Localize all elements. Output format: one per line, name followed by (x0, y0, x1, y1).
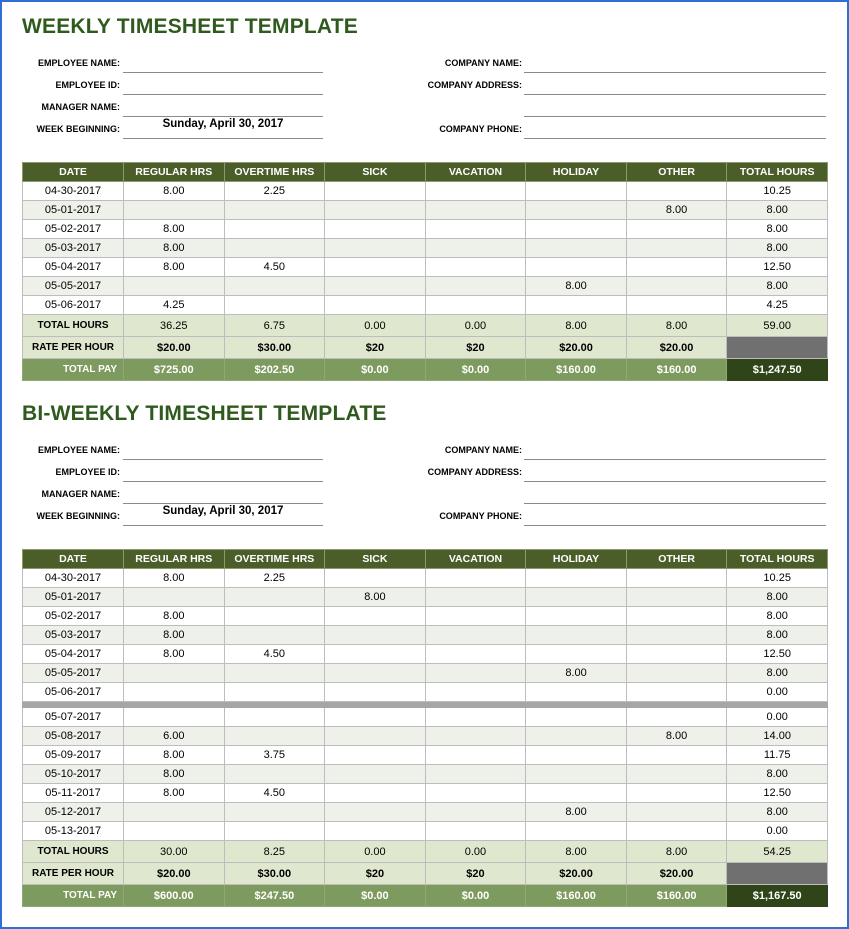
hours-cell[interactable]: 4.50 (224, 784, 325, 803)
hours-cell[interactable] (425, 588, 526, 607)
summary-cell: $160.00 (626, 359, 727, 381)
row-total-cell: 8.00 (727, 765, 828, 784)
hours-cell[interactable] (425, 727, 526, 746)
date-cell[interactable]: 05-10-2017 (23, 765, 124, 784)
summary-cell: $725.00 (124, 359, 225, 381)
hours-cell[interactable] (626, 277, 727, 296)
company-phone-field[interactable] (524, 116, 826, 139)
summary-label: TOTAL HOURS (23, 315, 124, 337)
employee-id-label: EMPLOYEE ID: (55, 467, 120, 477)
date-cell[interactable]: 05-05-2017 (23, 664, 124, 683)
hours-cell[interactable]: 8.00 (124, 784, 225, 803)
total-hours-row (23, 841, 828, 863)
row-total-cell: 12.50 (727, 784, 828, 803)
summary-cell: 59.00 (727, 315, 828, 337)
company-name-field[interactable] (524, 437, 826, 460)
hours-cell[interactable] (224, 201, 325, 220)
hours-cell[interactable] (526, 784, 627, 803)
company-address-field[interactable] (524, 72, 826, 95)
hours-cell[interactable] (626, 258, 727, 277)
hours-cell[interactable]: 8.00 (124, 607, 225, 626)
hours-cell[interactable]: 8.00 (124, 220, 225, 239)
row-total-cell: 14.00 (727, 727, 828, 746)
total-hours-row (23, 315, 828, 337)
summary-cell[interactable]: $30.00 (224, 863, 325, 885)
row-total-cell: 8.00 (727, 607, 828, 626)
hours-cell[interactable] (425, 626, 526, 645)
hours-cell[interactable] (526, 626, 627, 645)
header-row (23, 163, 828, 182)
date-cell[interactable]: 05-09-2017 (23, 746, 124, 765)
week-beginning-field[interactable]: Sunday, April 30, 2017 (123, 116, 323, 139)
manager-name-label: MANAGER NAME: (41, 489, 120, 499)
table-row (23, 588, 828, 607)
table-row (23, 258, 828, 277)
hours-cell[interactable] (425, 569, 526, 588)
hours-cell[interactable] (526, 822, 627, 841)
summary-cell: $160.00 (626, 885, 727, 907)
hours-cell[interactable] (224, 607, 325, 626)
hours-cell[interactable] (526, 588, 627, 607)
summary-cell: 0.00 (325, 315, 426, 337)
total-pay-row (23, 359, 828, 381)
employee-name-label: EMPLOYEE NAME: (37, 58, 120, 68)
hours-cell[interactable] (124, 277, 225, 296)
biweekly-section (22, 399, 828, 907)
hours-cell[interactable] (626, 645, 727, 664)
row-total-cell: 11.75 (727, 746, 828, 765)
column-header: SICK (325, 550, 426, 569)
hours-cell[interactable] (325, 727, 426, 746)
summary-cell[interactable]: $20 (325, 337, 426, 359)
date-cell[interactable]: 05-12-2017 (23, 803, 124, 822)
hours-cell[interactable] (425, 607, 526, 626)
hours-cell[interactable] (224, 803, 325, 822)
company-name-label: COMPANY NAME: (444, 58, 522, 68)
hours-cell[interactable] (526, 765, 627, 784)
date-cell[interactable]: 05-01-2017 (23, 588, 124, 607)
table-row (23, 239, 828, 258)
table-row (23, 201, 828, 220)
row-total-cell: 8.00 (727, 803, 828, 822)
hours-cell[interactable]: 8.00 (526, 803, 627, 822)
employee-id-field[interactable] (123, 459, 323, 482)
row-total-cell: 8.00 (727, 220, 828, 239)
summary-cell: 8.00 (626, 841, 727, 863)
row-total-cell: 0.00 (727, 822, 828, 841)
hours-cell[interactable] (626, 626, 727, 645)
table-row (23, 626, 828, 645)
hours-cell[interactable] (626, 588, 727, 607)
hours-cell[interactable]: 4.50 (224, 258, 325, 277)
column-header: SICK (325, 163, 426, 182)
summary-cell[interactable]: $20.00 (124, 337, 225, 359)
row-total-cell: 8.00 (727, 277, 828, 296)
company-phone-field[interactable] (524, 503, 826, 526)
row-total-cell: 12.50 (727, 645, 828, 664)
table-row (23, 784, 828, 803)
row-total-cell: 8.00 (727, 588, 828, 607)
hours-cell[interactable] (124, 822, 225, 841)
manager-name-field[interactable] (123, 481, 323, 504)
date-cell[interactable]: 05-13-2017 (23, 822, 124, 841)
company-phone-label: COMPANY PHONE: (439, 511, 522, 521)
summary-cell: $0.00 (325, 359, 426, 381)
biweekly-title: BI-WEEKLY TIMESHEET TEMPLATE (22, 402, 387, 425)
summary-label: TOTAL PAY (23, 359, 124, 381)
date-cell[interactable]: 05-03-2017 (23, 239, 124, 258)
summary-cell: 0.00 (325, 841, 426, 863)
weekly-title: WEEKLY TIMESHEET TEMPLATE (22, 15, 358, 38)
hours-cell[interactable] (425, 239, 526, 258)
summary-cell: $600.00 (124, 885, 225, 907)
summary-cell: 8.00 (526, 841, 627, 863)
hours-cell[interactable]: 4.50 (224, 645, 325, 664)
grand-total-cell: $1,247.50 (727, 359, 828, 381)
biweekly-info (22, 437, 828, 529)
summary-cell: $0.00 (425, 359, 526, 381)
hours-cell[interactable] (224, 626, 325, 645)
hours-cell[interactable] (224, 822, 325, 841)
column-header: HOLIDAY (526, 163, 627, 182)
hours-cell[interactable] (325, 201, 426, 220)
column-header: HOLIDAY (526, 550, 627, 569)
company-name-field[interactable] (524, 50, 826, 73)
summary-cell[interactable]: $20.00 (124, 863, 225, 885)
hours-cell[interactable]: 8.00 (124, 645, 225, 664)
table-row (23, 296, 828, 315)
summary-cell: 8.25 (224, 841, 325, 863)
summary-cell[interactable]: $20 (425, 337, 526, 359)
date-cell[interactable]: 05-11-2017 (23, 784, 124, 803)
hours-cell[interactable] (425, 296, 526, 315)
summary-cell: 36.25 (124, 315, 225, 337)
week-beginning-label: WEEK BEGINNING: (36, 511, 120, 521)
hours-cell[interactable] (526, 239, 627, 258)
company-name-label: COMPANY NAME: (444, 445, 522, 455)
employee-id-label: EMPLOYEE ID: (55, 80, 120, 90)
hours-cell[interactable] (526, 727, 627, 746)
hours-cell[interactable] (526, 201, 627, 220)
summary-cell: 54.25 (727, 841, 828, 863)
hours-cell[interactable] (425, 708, 526, 727)
hours-cell[interactable]: 8.00 (626, 727, 727, 746)
company-address-field-2[interactable] (524, 94, 826, 117)
hours-cell[interactable] (526, 569, 627, 588)
hours-cell[interactable] (425, 201, 526, 220)
table-row (23, 277, 828, 296)
row-total-cell: 4.25 (727, 296, 828, 315)
table-row (23, 727, 828, 746)
hours-cell[interactable] (325, 645, 426, 664)
hours-cell[interactable] (325, 182, 426, 201)
company-address-label: COMPANY ADDRESS: (427, 80, 522, 90)
hours-cell[interactable] (526, 708, 627, 727)
hours-cell[interactable] (425, 683, 526, 702)
hours-cell[interactable] (626, 765, 727, 784)
hours-cell[interactable]: 8.00 (124, 626, 225, 645)
summary-cell[interactable]: $20 (325, 863, 426, 885)
column-header: VACATION (425, 163, 526, 182)
hours-cell[interactable]: 8.00 (124, 765, 225, 784)
summary-cell[interactable]: $20 (425, 863, 526, 885)
week-beginning-field[interactable]: Sunday, April 30, 2017 (123, 503, 323, 526)
hours-cell[interactable] (425, 277, 526, 296)
hours-cell[interactable]: 8.00 (526, 664, 627, 683)
date-cell[interactable]: 05-04-2017 (23, 258, 124, 277)
hours-cell[interactable] (325, 607, 426, 626)
hours-cell[interactable] (626, 683, 727, 702)
hours-cell[interactable] (626, 182, 727, 201)
hours-cell[interactable] (124, 201, 225, 220)
date-cell[interactable]: 05-04-2017 (23, 645, 124, 664)
hours-cell[interactable] (325, 708, 426, 727)
hours-cell[interactable] (626, 664, 727, 683)
hours-cell[interactable] (224, 683, 325, 702)
hours-cell[interactable] (526, 683, 627, 702)
hours-cell[interactable]: 6.00 (124, 727, 225, 746)
hours-cell[interactable] (325, 765, 426, 784)
summary-cell: 6.75 (224, 315, 325, 337)
row-total-cell: 0.00 (727, 708, 828, 727)
hours-cell[interactable]: 8.00 (526, 277, 627, 296)
hours-cell[interactable] (626, 822, 727, 841)
hours-cell[interactable] (626, 296, 727, 315)
column-header: TOTAL HOURS (727, 550, 828, 569)
date-cell[interactable]: 05-07-2017 (23, 708, 124, 727)
table-row (23, 822, 828, 841)
hours-cell[interactable]: 8.00 (124, 746, 225, 765)
hours-cell[interactable] (526, 182, 627, 201)
summary-cell: $160.00 (526, 885, 627, 907)
hours-cell[interactable]: 8.00 (124, 569, 225, 588)
hours-cell[interactable] (224, 588, 325, 607)
company-address-label: COMPANY ADDRESS: (427, 467, 522, 477)
summary-cell: 8.00 (526, 315, 627, 337)
column-header: REGULAR HRS (124, 163, 225, 182)
date-cell[interactable]: 04-30-2017 (23, 182, 124, 201)
hours-cell[interactable] (526, 258, 627, 277)
date-cell[interactable]: 05-03-2017 (23, 626, 124, 645)
row-total-cell: 12.50 (727, 258, 828, 277)
summary-cell[interactable]: $20.00 (626, 863, 727, 885)
hours-cell[interactable]: 8.00 (325, 588, 426, 607)
hours-cell[interactable] (425, 803, 526, 822)
biweekly-timesheet-table (22, 549, 828, 907)
hours-cell[interactable] (425, 822, 526, 841)
date-cell[interactable]: 05-06-2017 (23, 296, 124, 315)
row-total-cell: 8.00 (727, 664, 828, 683)
total-pay-row (23, 885, 828, 907)
hours-cell[interactable] (626, 784, 727, 803)
summary-cell[interactable]: $20.00 (526, 863, 627, 885)
hours-cell[interactable] (425, 765, 526, 784)
table-row (23, 765, 828, 784)
hours-cell[interactable]: 4.25 (124, 296, 225, 315)
row-total-cell: 0.00 (727, 683, 828, 702)
hours-cell[interactable] (325, 626, 426, 645)
column-header: DATE (23, 550, 124, 569)
hours-cell[interactable] (325, 220, 426, 239)
hours-cell[interactable] (526, 746, 627, 765)
hours-cell[interactable] (425, 664, 526, 683)
hours-cell[interactable] (325, 664, 426, 683)
table-row (23, 664, 828, 683)
hours-cell[interactable] (325, 822, 426, 841)
hours-cell[interactable]: 8.00 (124, 239, 225, 258)
date-cell[interactable]: 05-05-2017 (23, 277, 124, 296)
summary-cell: $0.00 (425, 885, 526, 907)
date-cell[interactable]: 05-02-2017 (23, 220, 124, 239)
table-row (23, 182, 828, 201)
column-header: VACATION (425, 550, 526, 569)
hours-cell[interactable] (626, 708, 727, 727)
hours-cell[interactable]: 8.00 (124, 258, 225, 277)
summary-label: TOTAL PAY (23, 885, 124, 907)
summary-cell: $160.00 (526, 359, 627, 381)
hours-cell[interactable]: 8.00 (124, 182, 225, 201)
hours-cell[interactable] (325, 683, 426, 702)
header-row (23, 550, 828, 569)
rate-per-hour-row (23, 863, 828, 885)
hours-cell[interactable]: 2.25 (224, 569, 325, 588)
company-address-field[interactable] (524, 459, 826, 482)
hours-cell[interactable] (526, 296, 627, 315)
column-header: DATE (23, 163, 124, 182)
summary-cell: $202.50 (224, 359, 325, 381)
hours-cell[interactable] (626, 607, 727, 626)
table-row (23, 803, 828, 822)
weekly-info (22, 50, 828, 142)
hours-cell[interactable] (325, 746, 426, 765)
hours-cell[interactable] (626, 239, 727, 258)
column-header: OTHER (626, 550, 727, 569)
summary-cell (727, 337, 828, 359)
hours-cell[interactable] (325, 784, 426, 803)
hours-cell[interactable]: 8.00 (626, 201, 727, 220)
row-total-cell: 8.00 (727, 239, 828, 258)
summary-label: RATE PER HOUR (23, 337, 124, 359)
summary-cell: 30.00 (124, 841, 225, 863)
date-cell[interactable]: 05-06-2017 (23, 683, 124, 702)
summary-cell[interactable]: $20.00 (526, 337, 627, 359)
hours-cell[interactable] (224, 727, 325, 746)
employee-name-label: EMPLOYEE NAME: (37, 445, 120, 455)
summary-label: TOTAL HOURS (23, 841, 124, 863)
row-total-cell: 10.25 (727, 569, 828, 588)
hours-cell[interactable] (325, 258, 426, 277)
hours-cell[interactable] (224, 296, 325, 315)
table-row (23, 708, 828, 727)
table-row (23, 607, 828, 626)
summary-label: RATE PER HOUR (23, 863, 124, 885)
summary-cell (727, 863, 828, 885)
column-header: REGULAR HRS (124, 550, 225, 569)
summary-cell: 0.00 (425, 841, 526, 863)
hours-cell[interactable] (124, 683, 225, 702)
summary-cell[interactable]: $30.00 (224, 337, 325, 359)
date-cell[interactable]: 05-02-2017 (23, 607, 124, 626)
column-header: OVERTIME HRS (224, 163, 325, 182)
manager-name-field[interactable] (123, 94, 323, 117)
date-cell[interactable]: 05-01-2017 (23, 201, 124, 220)
hours-cell[interactable]: 3.75 (224, 746, 325, 765)
hours-cell[interactable] (425, 645, 526, 664)
hours-cell[interactable] (325, 296, 426, 315)
table-row (23, 746, 828, 765)
column-header: OTHER (626, 163, 727, 182)
hours-cell[interactable] (224, 220, 325, 239)
summary-cell: $247.50 (224, 885, 325, 907)
table-row (23, 569, 828, 588)
employee-name-field[interactable] (123, 437, 323, 460)
summary-cell[interactable]: $20.00 (626, 337, 727, 359)
row-total-cell: 8.00 (727, 201, 828, 220)
employee-name-field[interactable] (123, 50, 323, 73)
table-row (23, 220, 828, 239)
hours-cell[interactable] (526, 645, 627, 664)
table-row (23, 645, 828, 664)
hours-cell[interactable] (124, 803, 225, 822)
grand-total-cell: $1,167.50 (727, 885, 828, 907)
hours-cell[interactable] (425, 182, 526, 201)
date-cell[interactable]: 05-08-2017 (23, 727, 124, 746)
manager-name-label: MANAGER NAME: (41, 102, 120, 112)
week-beginning-label: WEEK BEGINNING: (36, 124, 120, 134)
rate-per-hour-row (23, 337, 828, 359)
hours-cell[interactable] (626, 746, 727, 765)
column-header: OVERTIME HRS (224, 550, 325, 569)
hours-cell[interactable] (124, 664, 225, 683)
hours-cell[interactable] (325, 239, 426, 258)
summary-cell: 0.00 (425, 315, 526, 337)
hours-cell[interactable] (224, 708, 325, 727)
hours-cell[interactable] (325, 277, 426, 296)
weekly-timesheet-table (22, 162, 828, 381)
hours-cell[interactable]: 2.25 (224, 182, 325, 201)
weekly-section (22, 12, 828, 381)
hours-cell[interactable] (425, 220, 526, 239)
hours-cell[interactable] (124, 588, 225, 607)
hours-cell[interactable] (325, 803, 426, 822)
row-total-cell: 10.25 (727, 182, 828, 201)
hours-cell[interactable] (425, 258, 526, 277)
hours-cell[interactable] (626, 569, 727, 588)
hours-cell[interactable] (526, 607, 627, 626)
hours-cell[interactable] (224, 277, 325, 296)
hours-cell[interactable] (526, 220, 627, 239)
hours-cell[interactable] (325, 569, 426, 588)
hours-cell[interactable] (224, 765, 325, 784)
hours-cell[interactable] (425, 784, 526, 803)
company-phone-label: COMPANY PHONE: (439, 124, 522, 134)
row-total-cell: 8.00 (727, 626, 828, 645)
table-row (23, 683, 828, 702)
summary-cell: 8.00 (626, 315, 727, 337)
hours-cell[interactable] (224, 664, 325, 683)
hours-cell[interactable] (124, 708, 225, 727)
hours-cell[interactable] (626, 220, 727, 239)
employee-id-field[interactable] (123, 72, 323, 95)
date-cell[interactable]: 04-30-2017 (23, 569, 124, 588)
summary-cell: $0.00 (325, 885, 426, 907)
company-address-field-2[interactable] (524, 481, 826, 504)
hours-cell[interactable] (626, 803, 727, 822)
hours-cell[interactable] (425, 746, 526, 765)
hours-cell[interactable] (224, 239, 325, 258)
column-header: TOTAL HOURS (727, 163, 828, 182)
